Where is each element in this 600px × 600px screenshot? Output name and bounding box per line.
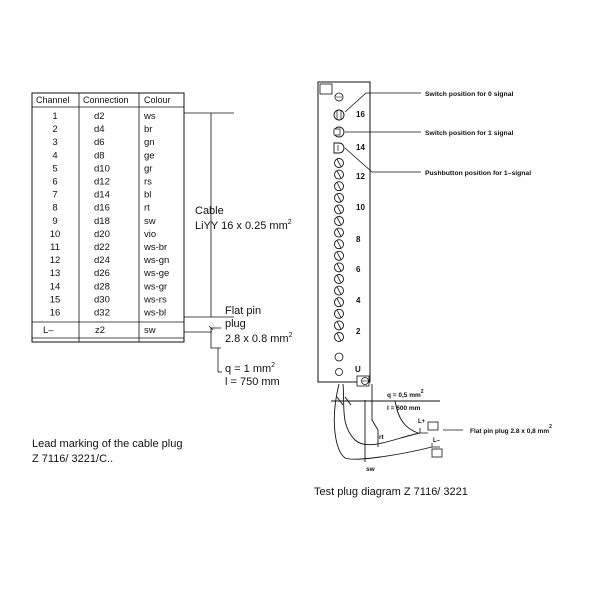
channel-number-label: 10 [356, 203, 365, 212]
table-header-colour: Colour [144, 95, 171, 105]
table-cell-colour: bl [144, 189, 152, 201]
table-cell-channel: 12 [49, 255, 61, 267]
table-cell-connection: d26 [94, 268, 110, 280]
channel-number-label: 8 [356, 235, 361, 244]
channel-number-label: 4 [356, 296, 361, 305]
table-cell-connection: d18 [94, 215, 110, 227]
plug-top-tab [320, 84, 332, 94]
table-cell-channel: 1 [52, 111, 58, 122]
plug-housing [318, 82, 370, 382]
table-cell-channel: 2 [52, 124, 58, 136]
channel-number-label: 2 [356, 327, 361, 336]
cable-q-sup: 2 [420, 389, 424, 395]
table-cell-colour: rs [144, 176, 152, 188]
table-footer-channel: L– [43, 325, 54, 336]
flat-pin-label: Flat pin [225, 305, 262, 317]
table-cell-connection: d20 [94, 228, 110, 240]
table-cell-colour: ws-ge [144, 268, 170, 280]
table-cell-channel: 8 [52, 202, 58, 214]
table-cell-connection: d32 [94, 307, 110, 319]
table-cell-channel: 9 [52, 215, 58, 227]
flat-plug-label-sup: 2 [549, 424, 552, 430]
q-label-sup: 2 [271, 362, 276, 369]
caption-left-line2: Z 7116/ 3221/C.. [32, 453, 114, 465]
table-cell-connection: d14 [94, 189, 110, 201]
flat-pin-label-2: plug [225, 318, 246, 330]
callout-switch-0: Switch position for 0 signal [425, 91, 514, 98]
lead-marking-table [32, 93, 184, 342]
table-cell-colour: ws-gr [144, 281, 168, 293]
table-cell-channel: 7 [52, 189, 58, 201]
table-cell-channel: 16 [49, 307, 61, 319]
cable-label: Cable [195, 205, 224, 217]
q-label-main: q = 1 mm [225, 363, 272, 375]
flat-plug-label-main: Flat pin plug 2.8 x 0,8 mm [470, 428, 550, 435]
callout-pushbutton: Pushbutton position for 1–signal [425, 170, 532, 177]
table-cell-channel: 6 [52, 176, 58, 188]
table-cell-colour: br [144, 124, 153, 136]
table-header-connection: Connection [83, 95, 129, 105]
table-cell-connection: d10 [94, 163, 110, 175]
table-cell-channel: 15 [49, 294, 61, 306]
table-cell-channel: 4 [52, 150, 58, 162]
flat-plug-label [470, 424, 552, 435]
table-cell-channel: 11 [50, 242, 60, 253]
channel-number-label: 6 [356, 265, 361, 274]
flat-pin-spec-sup: 2 [288, 332, 293, 339]
table-cell-connection: d6 [94, 137, 105, 149]
u-label: U [355, 365, 361, 374]
cable-spec-main: LiYY 16 x 0.25 mm [195, 220, 288, 232]
table-cell-channel: 13 [49, 268, 61, 280]
table-cell-channel: 3 [52, 137, 58, 149]
table-cell-colour: ws [144, 111, 156, 122]
caption-left-line1: Lead marking of the cable plug [32, 438, 183, 450]
test-plug-body [318, 82, 370, 386]
cable-q-main: q = 0,5 mm [387, 392, 421, 399]
table-cell-colour: ge [144, 150, 155, 162]
table-cell-connection: d12 [94, 176, 110, 188]
table-cell-colour: gn [144, 137, 155, 149]
table-cell-connection: d8 [94, 150, 105, 162]
channel-number-label: 14 [356, 143, 365, 152]
table-cell-colour: ws-gn [144, 255, 170, 267]
table-cell-colour: gr [144, 163, 153, 175]
flat-plug-connectors [420, 422, 463, 457]
cable-l-label: l = 600 mm [387, 405, 421, 412]
table-cell-colour: ws-br [144, 242, 168, 253]
cable-spec [195, 219, 292, 232]
wire-sw-label: sw [366, 466, 375, 473]
caption-right: Test plug diagram Z 7116/ 3221 [314, 486, 468, 498]
cable-q-label [387, 389, 424, 399]
table-cell-colour: ws-rs [144, 294, 167, 306]
callout-switch-1: Switch position for 1 signal [425, 130, 514, 137]
table-cell-channel: 10 [49, 228, 61, 240]
table-rows [50, 111, 170, 319]
table-footer-colour: sw [144, 325, 156, 336]
table-cell-connection: d4 [94, 124, 105, 136]
table-cell-channel: 14 [49, 281, 61, 293]
table-cell-connection: d28 [94, 281, 110, 293]
table-cell-connection: d24 [94, 255, 110, 267]
flat-pin-spec [225, 332, 293, 345]
flat-pin-spec-main: 2.8 x 0.8 mm [225, 333, 289, 345]
table-cell-colour: sw [144, 215, 156, 227]
table-header-channel: Channel [36, 95, 70, 105]
l-plus-label: L+ [418, 419, 426, 425]
q-label [225, 362, 275, 375]
table-cell-connection: d2 [94, 111, 105, 122]
table-cell-colour: vio [144, 228, 157, 240]
l-minus-label: L– [433, 438, 441, 444]
table-cell-connection: d22 [94, 242, 110, 253]
wire-rt-label: rt [379, 434, 384, 441]
table-footer-connection: z2 [95, 325, 106, 336]
table-cell-channel: 5 [52, 163, 58, 175]
l-label: l = 750 mm [225, 376, 280, 388]
channel-number-label: 16 [356, 110, 365, 119]
table-cell-connection: d30 [94, 294, 110, 306]
cable-spec-sup: 2 [287, 219, 292, 226]
table-cell-colour: ws-bl [144, 307, 167, 319]
channel-number-label: 12 [356, 172, 365, 181]
table-cell-colour: rt [144, 202, 150, 214]
table-cell-connection: d16 [94, 202, 110, 214]
